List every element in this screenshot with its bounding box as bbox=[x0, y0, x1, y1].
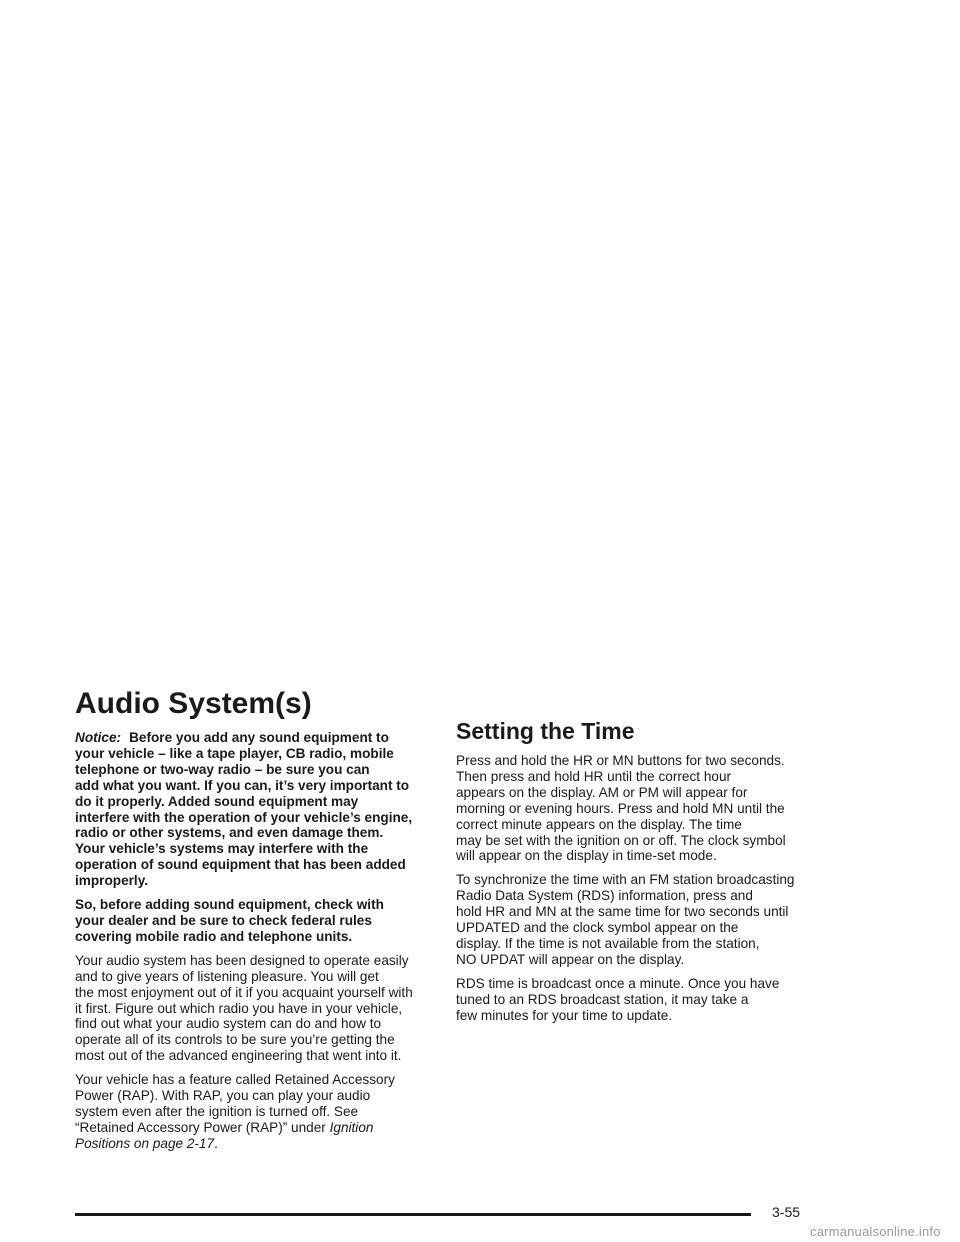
paragraph-line: find out what your audio system can do and how to bbox=[75, 1016, 382, 1032]
paragraph-line: To synchronize the time with an FM station broadcasting bbox=[456, 872, 795, 888]
paragraph-line: appears on the display. AM or PM will appear for bbox=[456, 784, 748, 800]
page-number: 3-55 bbox=[772, 1204, 801, 1220]
notice-line: Before you add any sound equipment to bbox=[129, 730, 389, 745]
setting-time-body bbox=[456, 753, 795, 1032]
notice-line: telephone or two-way radio – be sure you can bbox=[75, 761, 370, 777]
footer-rule bbox=[75, 1213, 751, 1216]
paragraph-line: few minutes for your time to update. bbox=[456, 1007, 673, 1023]
setting-time-heading: Setting the Time bbox=[456, 718, 635, 744]
sentence-end: . bbox=[214, 1135, 218, 1151]
audio-intro-paragraph bbox=[75, 953, 413, 1064]
paragraph-line: most out of the advanced engineering that went into it. bbox=[75, 1048, 402, 1064]
paragraph-line: hold HR and MN at the same time for two seconds until bbox=[456, 904, 789, 920]
paragraph-line: Press and hold the HR or MN buttons for two seconds. bbox=[456, 753, 785, 768]
rds-sync-paragraph bbox=[456, 872, 795, 967]
paragraph-line: morning or evening hours. Press and hold MN until the bbox=[456, 800, 785, 816]
paragraph-line: Your vehicle has a feature called Retained Accessory bbox=[75, 1072, 395, 1088]
paragraph-line: UPDATED and the clock symbol appear on the bbox=[456, 920, 739, 936]
paragraph-line: your dealer and be sure to check federal rules bbox=[75, 912, 372, 928]
rap-paragraph bbox=[75, 1072, 413, 1152]
ignition-positions-link[interactable]: Positions on page 2-17 bbox=[75, 1135, 215, 1151]
ignition-positions-link[interactable]: Ignition bbox=[329, 1119, 374, 1135]
notice-line: add what you want. If you can, it’s very important to bbox=[75, 777, 410, 793]
notice-line: do it properly. Added sound equipment may bbox=[75, 793, 359, 809]
rds-broadcast-paragraph bbox=[456, 976, 795, 1024]
paragraph-line: correct minute appears on the display. The time bbox=[456, 816, 742, 832]
paragraph-line: Radio Data System (RDS) information, press and bbox=[456, 888, 753, 904]
paragraph-line: display. If the time is not available from the station, bbox=[456, 935, 760, 951]
paragraph-line: NO UPDAT will appear on the display. bbox=[456, 951, 685, 967]
watermark: carmanualsonline.info bbox=[810, 1224, 941, 1239]
paragraph-line: it first. Figure out which radio you have in your vehicle, bbox=[75, 1000, 403, 1016]
paragraph-line: operate all of its controls to be sure you’re getting the bbox=[75, 1032, 395, 1048]
paragraph-line: the most enjoyment out of it if you acquaint yourself with bbox=[75, 984, 413, 1000]
notice-line: radio or other systems, and even damage them. bbox=[75, 825, 384, 841]
paragraph-line: RDS time is broadcast once a minute. Once you have bbox=[456, 975, 780, 991]
notice-line: Your vehicle’s systems may interfere with the bbox=[75, 841, 369, 857]
notice-label: Notice: bbox=[75, 730, 122, 745]
paragraph-line: and to give years of listening pleasure. You will get bbox=[75, 968, 379, 984]
audio-system-body bbox=[75, 730, 413, 1160]
paragraph-line: Power (RAP). With RAP, you can play your audio bbox=[75, 1088, 371, 1104]
paragraph-line: system even after the ignition is turned off. See bbox=[75, 1103, 359, 1119]
audio-system-heading: Audio System(s) bbox=[75, 687, 312, 720]
paragraph-line: Your audio system has been designed to operate easily bbox=[75, 952, 409, 968]
paragraph-line: Then press and hold HR until the correct hour bbox=[456, 768, 732, 784]
time-set-paragraph bbox=[456, 753, 795, 864]
notice-paragraph bbox=[75, 730, 413, 889]
notice-line: your vehicle – like a tape player, CB radio, mobile bbox=[75, 745, 394, 761]
notice-line: improperly. bbox=[75, 873, 149, 889]
notice-line: operation of sound equipment that has been added bbox=[75, 857, 406, 873]
paragraph-line: covering mobile radio and telephone units. bbox=[75, 928, 353, 944]
paragraph-line: So, before adding sound equipment, check with bbox=[75, 897, 384, 913]
dealer-check-paragraph bbox=[75, 897, 413, 945]
paragraph-line: may be set with the ignition on or off. The clock symbol bbox=[456, 832, 786, 848]
paragraph-line: will appear on the display in time-set mode. bbox=[456, 848, 717, 864]
notice-line: interfere with the operation of your vehicle’s engine, bbox=[75, 809, 413, 825]
paragraph-line: tuned to an RDS broadcast station, it may take a bbox=[456, 991, 749, 1007]
rap-reference-text: “Retained Accessory Power (RAP)” under bbox=[75, 1119, 330, 1135]
